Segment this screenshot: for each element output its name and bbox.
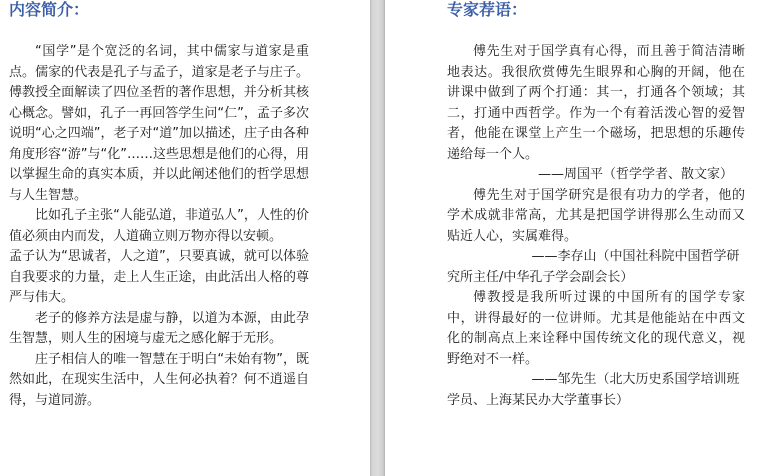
page-gutter bbox=[370, 0, 385, 476]
recommendation-signature-zou: ——邹先生（北大历史系国学培训班学员、上海某民办大学董事长） bbox=[447, 372, 740, 408]
right-page bbox=[385, 0, 759, 476]
recommendation-text-li: 傅先生对于国学研究是很有功力的学者，他的学术成就非常高，尤其是把国学讲得那么生动而又贴近人心，实属难得。 bbox=[447, 187, 745, 244]
content-summary-heading: 内容简介： bbox=[9, 0, 90, 19]
summary-paragraph-zhuangzi: 庄子相信人的唯一智慧在于明白“未始有物”，既然如此，在现实生活中，人生何必执着？何不逍遥自得，与道同游。 bbox=[9, 351, 309, 408]
recommendation-signature-li: ——李存山（中国社科院中国哲学研究所主任/中华孔子学会副会长） bbox=[447, 249, 740, 285]
recommendation-signature-zhou: ——周国平（哲学学者、散文家） bbox=[537, 167, 733, 182]
summary-paragraph-confucius: 比如孔子主张“人能弘道，非道弘人”，人性的价值必须由内而发，人道确立则万物亦得以安顿。 bbox=[9, 208, 309, 244]
summary-paragraph-mencius: 孟子认为“思诚者，人之道”，只要真诚，就可以体验自我要求的力量，走上人生正途，由此活出人格的尊严与伟大。 bbox=[9, 249, 309, 305]
expert-recommendations-body bbox=[447, 42, 745, 411]
summary-paragraph-laozi: 老子的修养方法是虚与静，以道为本源，由此孕生智慧，则人生的困境与虚无之感化解于无形。 bbox=[9, 310, 309, 346]
recommendation-text-zou: 傅教授是我所听过课的中国所有的国学专家中，讲得最好的一位讲师。尤其是他能站在中西文化的制高点上来诠释中国传统文化的现代意义，视野绝对不一样。 bbox=[447, 290, 745, 367]
summary-paragraph-intro: “国学”是个宽泛的名词，其中儒家与道家是重点。儒家的代表是孔子与孟子，道家是老子与庄子。傅教授全面解读了四位圣哲的著作思想，并分析其核心概念。譬如，孔子一再回答学生问“仁”，孟子多次说明“心之四端”，老子对“道”加以描述，庄子由各种角度形容“游”与“化”……这些思想是他们的心得，用以掌握生命的真实本质，并以此阐述他们的哲学思想与人生智慧。 bbox=[9, 44, 309, 203]
content-summary-body bbox=[9, 42, 309, 411]
left-page bbox=[0, 0, 370, 476]
recommendation-text-zhou: 傅先生对于国学真有心得，而且善于简洁清晰地表达。我很欣赏傅先生眼界和心胸的开阔，他在讲课中做到了两个打通：其一，打通各个领域；其二，打通中西哲学。作为一个有着活泼心智的爱智者，他能在课堂上产生一个磁场，把思想的乐趣传递给每一个人。 bbox=[447, 44, 745, 162]
expert-recommendations-heading: 专家荐语： bbox=[447, 0, 528, 19]
